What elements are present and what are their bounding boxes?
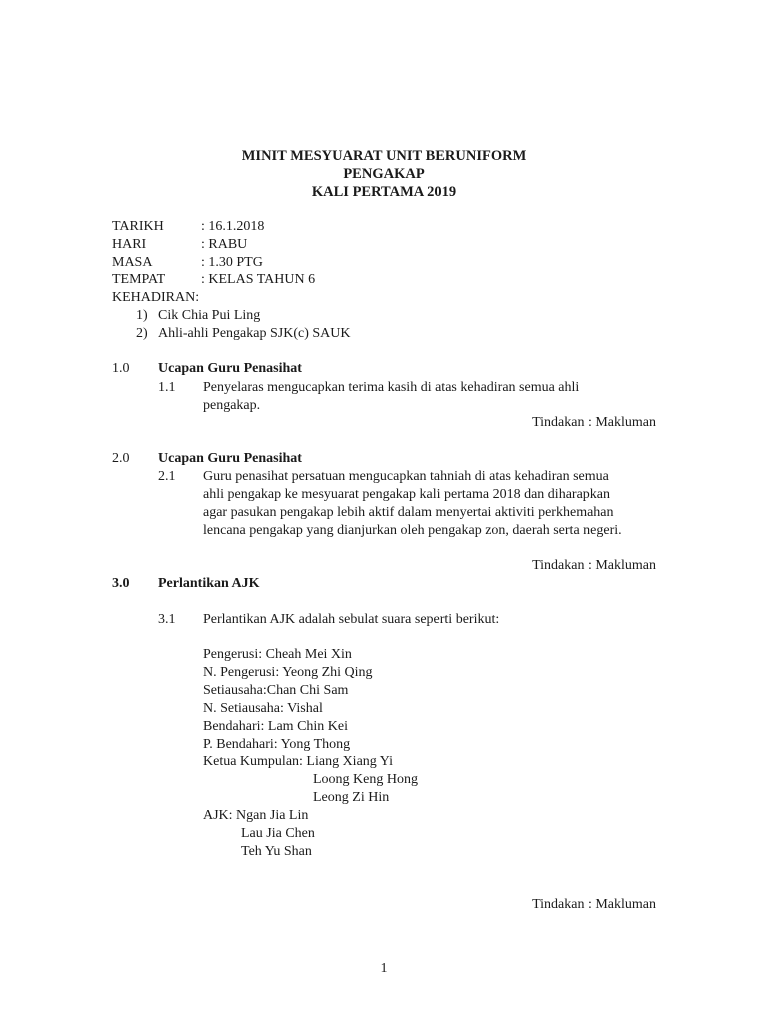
committee-entry: Ketua Kumpulan: Liang Xiang Yi <box>203 754 393 769</box>
info-value-tarikh: : 16.1.2018 <box>201 219 265 234</box>
attendance-label: KEHADIRAN: <box>112 290 200 305</box>
committee-entry: Pengerusi: Cheah Mei Xin <box>203 647 352 662</box>
section-1-line: Penyelaras mengucapkan terima kasih di atas kehadiran semua ahli <box>203 380 580 395</box>
ajk-member: Lau Jia Chen <box>241 826 315 841</box>
section-2-action: Tindakan : Makluman <box>532 558 656 573</box>
section-3-title: Perlantikan AJK <box>158 576 260 591</box>
info-value-hari: : RABU <box>201 237 248 252</box>
info-value-masa: : 1.30 PTG <box>201 255 263 270</box>
ajk-member: Teh Yu Shan <box>241 844 312 859</box>
committee-entry: N. Setiausaha: Vishal <box>203 701 323 716</box>
committee-entry: P. Bendahari: Yong Thong <box>203 737 351 752</box>
section-2-line: agar pasukan pengakap lebih aktif dalam menyertai aktiviti perkhemahan <box>203 505 614 520</box>
section-3-line: Perlantikan AJK adalah sebulat suara seperti berikut: <box>203 612 500 627</box>
section-2-line: lencana pengakap yang dianjurkan oleh pengakap zon, daerah serta negeri. <box>203 523 622 538</box>
attendance-num-1: 1) <box>136 308 148 323</box>
ketua-kumpulan-member: Leong Zi Hin <box>313 790 390 805</box>
section-1-title: Ucapan Guru Penasihat <box>158 361 302 376</box>
section-1-line: pengakap. <box>203 398 261 413</box>
section-3-number: 3.0 <box>112 576 130 591</box>
info-label-hari: HARI <box>112 237 147 252</box>
section-2-line: ahli pengakap ke mesyuarat pengakap kali pertama 2018 dan diharapkan <box>203 487 611 502</box>
section-1-action: Tindakan : Makluman <box>532 415 656 430</box>
section-2-sub-number: 2.1 <box>158 469 176 484</box>
page-number: 1 <box>380 961 388 976</box>
attendance-item-2: Ahli-ahli Pengakap SJK(c) SAUK <box>158 326 351 341</box>
committee-entry: N. Pengerusi: Yeong Zhi Qing <box>203 665 373 680</box>
ajk-entry: AJK: Ngan Jia Lin <box>203 808 309 823</box>
section-2-line: Guru penasihat persatuan mengucapkan tahniah di atas kehadiran semua <box>203 469 609 484</box>
ketua-kumpulan-member: Loong Keng Hong <box>313 772 418 787</box>
section-3-action: Tindakan : Makluman <box>532 897 656 912</box>
section-1-number: 1.0 <box>112 361 130 376</box>
doc-title-line3: KALI PERTAMA 2019 <box>311 184 457 200</box>
section-3-sub-number: 3.1 <box>158 612 176 627</box>
info-label-tempat: TEMPAT <box>112 272 166 287</box>
section-2-number: 2.0 <box>112 451 130 466</box>
committee-entry: Bendahari: Lam Chin Kei <box>203 719 349 734</box>
doc-title-line2: PENGAKAP <box>343 166 425 182</box>
section-2-title: Ucapan Guru Penasihat <box>158 451 302 466</box>
section-1-sub-number: 1.1 <box>158 380 176 395</box>
doc-title-line1: MINIT MESYUARAT UNIT BERUNIFORM <box>241 148 527 164</box>
info-label-masa: MASA <box>112 255 153 270</box>
committee-entry: Setiausaha:Chan Chi Sam <box>203 683 349 698</box>
attendance-item-1: Cik Chia Pui Ling <box>158 308 261 323</box>
info-value-tempat: : KELAS TAHUN 6 <box>201 272 316 287</box>
attendance-num-2: 2) <box>136 326 148 341</box>
info-label-tarikh: TARIKH <box>112 219 164 234</box>
